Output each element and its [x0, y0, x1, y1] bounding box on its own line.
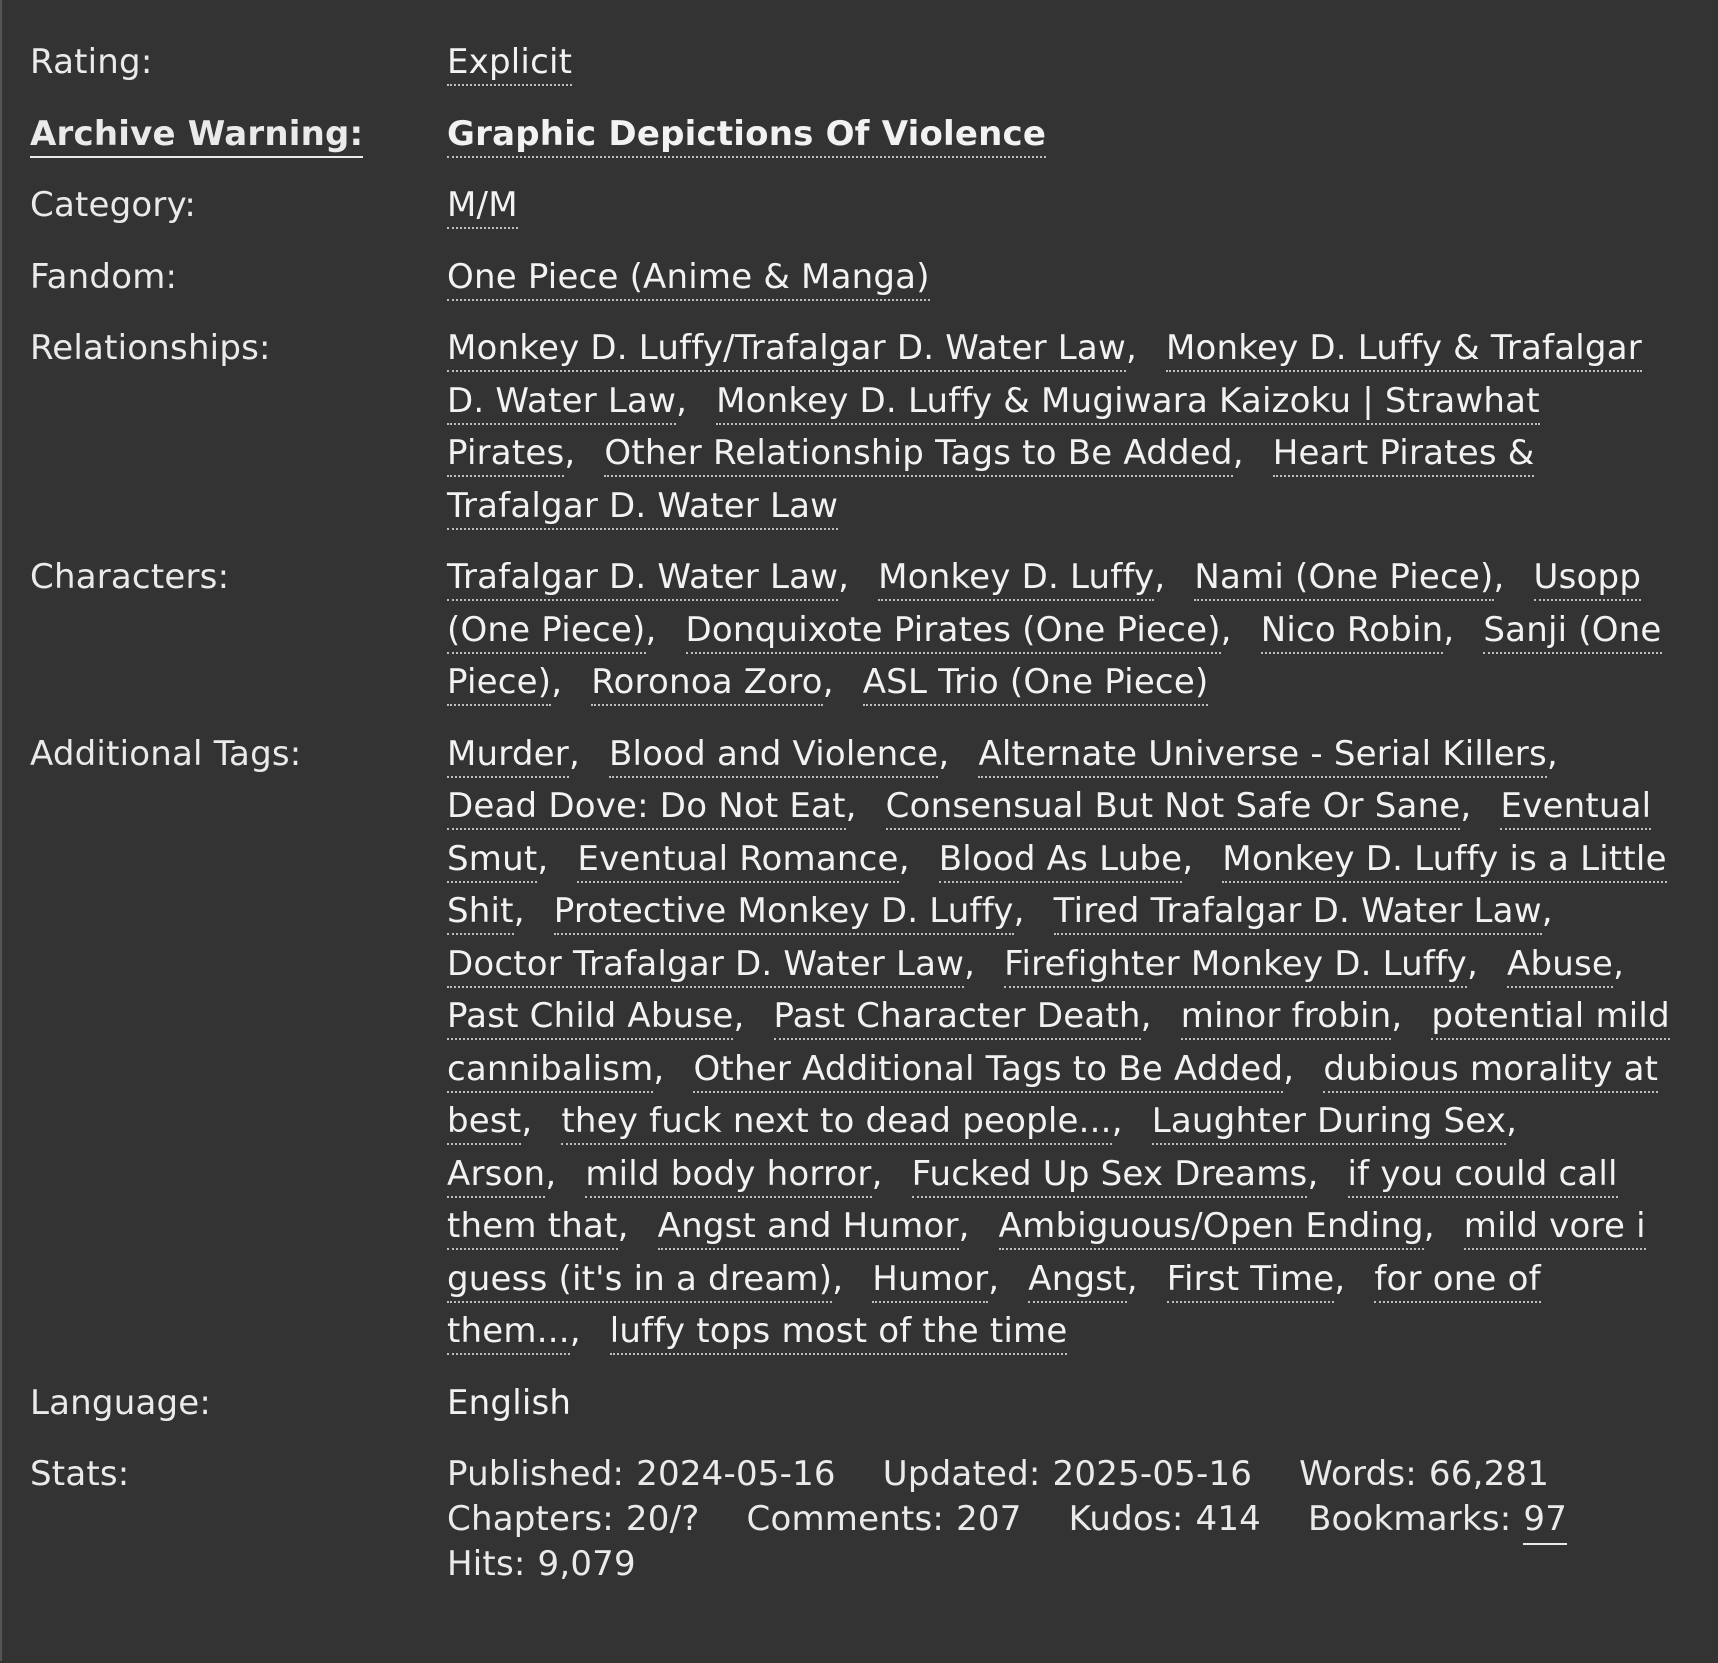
tag-link[interactable]: Monkey D. Luffy is a Little Shit: [447, 839, 1667, 936]
tag-link[interactable]: Tired Trafalgar D. Water Law: [1054, 891, 1542, 935]
rating-row: [30, 36, 1670, 89]
warning-label[interactable]: Archive Warning:: [30, 114, 363, 158]
tag-separator: ,: [676, 380, 688, 421]
warning-tags: [447, 108, 1670, 161]
fandom-tags: [447, 251, 1670, 304]
tag-link[interactable]: Abuse: [1507, 944, 1613, 988]
tag-separator: ,: [645, 609, 657, 650]
stat-words-label: Words:: [1299, 1454, 1417, 1494]
tag-link[interactable]: Monkey D. Luffy: [878, 557, 1154, 601]
tag-separator: ,: [1013, 891, 1025, 931]
stat-chapters-value: 20/?: [625, 1499, 700, 1539]
tag-link[interactable]: Blood As Lube: [939, 839, 1183, 883]
tag-link[interactable]: for one of them...: [447, 1259, 1541, 1356]
tag-link[interactable]: Monkey D. Luffy & Mugiwara Kaizoku | Strawhat Pirates: [447, 381, 1540, 478]
tag-separator: ,: [958, 1206, 970, 1246]
tag-separator: ,: [822, 662, 834, 702]
tag-separator: ,: [569, 1311, 581, 1351]
tag-link[interactable]: Arson: [447, 1154, 545, 1198]
tag-separator: ,: [545, 1153, 557, 1194]
tag-separator: ,: [1467, 943, 1479, 984]
tag-separator: ,: [1506, 1101, 1518, 1141]
tag-link[interactable]: Protective Monkey D. Luffy: [554, 891, 1014, 935]
category-row: [30, 179, 1670, 232]
stat-bookmarks: [1308, 1499, 1567, 1539]
tag-link[interactable]: minor frobin: [1181, 996, 1392, 1040]
tag-link[interactable]: Heart Pirates & Trafalgar D. Water Law: [447, 433, 1534, 530]
tag-link[interactable]: Eventual Romance: [577, 839, 898, 883]
tag-link[interactable]: One Piece (Anime & Manga): [447, 257, 930, 301]
tag-separator: ,: [521, 1101, 533, 1141]
tag-separator: ,: [513, 891, 525, 931]
stat-kudos-label: Kudos:: [1068, 1499, 1184, 1539]
stat-published-label: Published:: [447, 1454, 625, 1494]
language-value: English: [447, 1382, 572, 1423]
tag-link[interactable]: Laughter During Sex: [1152, 1101, 1506, 1145]
tag-separator: ,: [551, 662, 563, 702]
tag-separator: ,: [1125, 328, 1137, 368]
category-tags: [447, 179, 1670, 232]
tag-link[interactable]: dubious morality at best: [447, 1049, 1658, 1146]
tag-separator: ,: [1391, 996, 1403, 1036]
tag-link[interactable]: Donquixote Pirates (One Piece): [686, 610, 1221, 654]
tag-separator: ,: [1307, 1153, 1319, 1194]
tag-link[interactable]: ASL Trio (One Piece): [863, 662, 1209, 706]
bookmarks-link[interactable]: 97: [1523, 1499, 1567, 1545]
tag-separator: ,: [1140, 996, 1152, 1036]
tag-separator: ,: [1220, 609, 1232, 650]
tag-separator: ,: [733, 996, 745, 1036]
stat-kudos-value: 414: [1195, 1499, 1261, 1539]
tag-link[interactable]: Dead Dove: Do Not Eat: [447, 786, 846, 830]
tag-link[interactable]: Consensual But Not Safe Or Sane: [886, 786, 1461, 830]
stats-row: [30, 1448, 1670, 1587]
tag-link[interactable]: potential mild cannibalism: [447, 996, 1670, 1093]
tag-separator: ,: [564, 433, 576, 473]
tag-link[interactable]: Angst and Humor: [658, 1206, 959, 1250]
tag-separator: ,: [537, 838, 549, 879]
fandom-row: [30, 251, 1670, 304]
stat-words-value: 66,281: [1428, 1454, 1550, 1494]
stat-comments-label: Comments:: [746, 1499, 945, 1539]
tag-link[interactable]: Explicit: [447, 42, 572, 86]
tag-link[interactable]: Fucked Up Sex Dreams: [912, 1154, 1308, 1198]
stat-kudos: [1069, 1499, 1261, 1539]
tag-separator: ,: [964, 943, 976, 984]
tag-separator: ,: [1182, 838, 1194, 879]
stats-values: [447, 1452, 1670, 1587]
tag-link[interactable]: Doctor Trafalgar D. Water Law: [447, 944, 964, 988]
tag-separator: ,: [871, 1153, 883, 1194]
tag-link[interactable]: if you could call them that: [447, 1154, 1618, 1251]
stat-published-value: 2024-05-16: [636, 1454, 836, 1494]
tag-link[interactable]: Trafalgar D. Water Law: [447, 557, 838, 601]
stats-label: Stats:: [30, 1454, 130, 1494]
tag-link[interactable]: Other Relationship Tags to Be Added: [604, 433, 1232, 477]
tag-link[interactable]: Firefighter Monkey D. Luffy: [1004, 944, 1467, 988]
tag-link[interactable]: Nami (One Piece): [1194, 557, 1493, 601]
tag-link[interactable]: Past Character Death: [774, 996, 1141, 1040]
tag-link[interactable]: Usopp (One Piece): [447, 557, 1641, 654]
tag-link[interactable]: Other Additional Tags to Be Added: [693, 1049, 1283, 1093]
tag-link[interactable]: mild body horror: [585, 1154, 871, 1198]
fandom-label: Fandom:: [30, 256, 178, 297]
stat-updated: [883, 1454, 1252, 1494]
tag-separator: ,: [988, 1258, 1000, 1299]
additional-tags: [447, 728, 1670, 1358]
tag-separator: ,: [617, 1206, 629, 1246]
tag-link[interactable]: Angst: [1028, 1259, 1126, 1303]
language-label: Language:: [30, 1382, 212, 1423]
tag-separator: ,: [845, 786, 857, 826]
tag-separator: ,: [1126, 1258, 1138, 1299]
stat-chapters-label: Chapters:: [447, 1499, 614, 1539]
tag-link[interactable]: Murder: [447, 734, 569, 778]
relationship-tags: [447, 322, 1670, 532]
tag-link[interactable]: mild vore i guess (it's in a dream): [447, 1206, 1646, 1303]
warning-label-wrap: [30, 108, 447, 160]
tag-link[interactable]: Graphic Depictions Of Violence: [447, 114, 1046, 158]
character-tags: [447, 551, 1670, 709]
tag-link[interactable]: Blood and Violence: [609, 734, 938, 778]
stat-chapters: [447, 1499, 699, 1539]
tag-link[interactable]: Past Child Abuse: [447, 996, 733, 1040]
work-meta: [30, 36, 1670, 1606]
stat-comments-value: 207: [956, 1499, 1022, 1539]
characters-label: Characters:: [30, 557, 230, 597]
tag-separator: ,: [568, 733, 580, 774]
tag-separator: ,: [1111, 1101, 1123, 1141]
tag-link[interactable]: Sanji (One Piece): [447, 610, 1662, 707]
rating-label: Rating:: [30, 42, 153, 82]
tag-separator: ,: [653, 1048, 665, 1089]
additional-tags-row: [30, 728, 1670, 1358]
tag-separator: ,: [1232, 433, 1244, 473]
tag-link[interactable]: Ambiguous/Open Ending: [999, 1206, 1424, 1250]
tag-separator: ,: [838, 557, 850, 597]
tag-link[interactable]: Eventual Smut: [447, 786, 1651, 883]
warning-row: [30, 108, 1670, 161]
tag-separator: ,: [1443, 609, 1455, 650]
relationships-label: Relationships:: [30, 328, 271, 368]
tag-link[interactable]: Monkey D. Luffy/Trafalgar D. Water Law: [447, 328, 1126, 372]
language-row: [30, 1377, 1670, 1430]
stat-updated-value: 2025-05-16: [1052, 1454, 1253, 1494]
tag-separator: ,: [1283, 1048, 1295, 1089]
stat-bookmarks-label: Bookmarks:: [1308, 1499, 1512, 1539]
tag-separator: ,: [1154, 557, 1166, 597]
tag-separator: ,: [938, 733, 950, 774]
stat-comments: [747, 1499, 1022, 1539]
tag-separator: ,: [1460, 786, 1472, 826]
tag-separator: ,: [1546, 733, 1558, 774]
stat-hits: [447, 1544, 636, 1584]
tag-separator: ,: [1541, 891, 1553, 931]
tag-separator: ,: [898, 838, 910, 879]
tag-separator: ,: [832, 1258, 844, 1299]
additional-tags-label: Additional Tags:: [30, 733, 302, 774]
category-label: Category:: [30, 185, 197, 225]
stat-published: [447, 1454, 836, 1494]
tag-separator: ,: [1613, 943, 1625, 984]
tag-link[interactable]: they fuck next to dead people...: [561, 1101, 1111, 1145]
tag-link[interactable]: Humor: [872, 1259, 988, 1303]
stat-hits-value: 9,079: [537, 1544, 636, 1584]
stat-hits-label: Hits:: [447, 1544, 526, 1584]
rating-tags: [447, 36, 1670, 89]
tag-link[interactable]: Roronoa Zoro: [591, 662, 822, 706]
tag-link[interactable]: First Time: [1167, 1259, 1335, 1303]
stat-updated-label: Updated:: [882, 1454, 1041, 1494]
characters-row: [30, 551, 1670, 709]
tag-link[interactable]: Monkey D. Luffy & Trafalgar D. Water Law: [447, 328, 1642, 425]
tag-link[interactable]: M/M: [447, 185, 518, 229]
stat-words: [1299, 1454, 1549, 1494]
relationships-row: [30, 322, 1670, 532]
tag-separator: ,: [1423, 1206, 1435, 1246]
tag-link[interactable]: luffy tops most of the time: [610, 1311, 1068, 1355]
tag-separator: ,: [1493, 557, 1505, 597]
tag-link[interactable]: Alternate Universe - Serial Killers: [978, 734, 1546, 778]
tag-separator: ,: [1334, 1258, 1346, 1299]
tag-link[interactable]: Nico Robin: [1261, 610, 1444, 654]
